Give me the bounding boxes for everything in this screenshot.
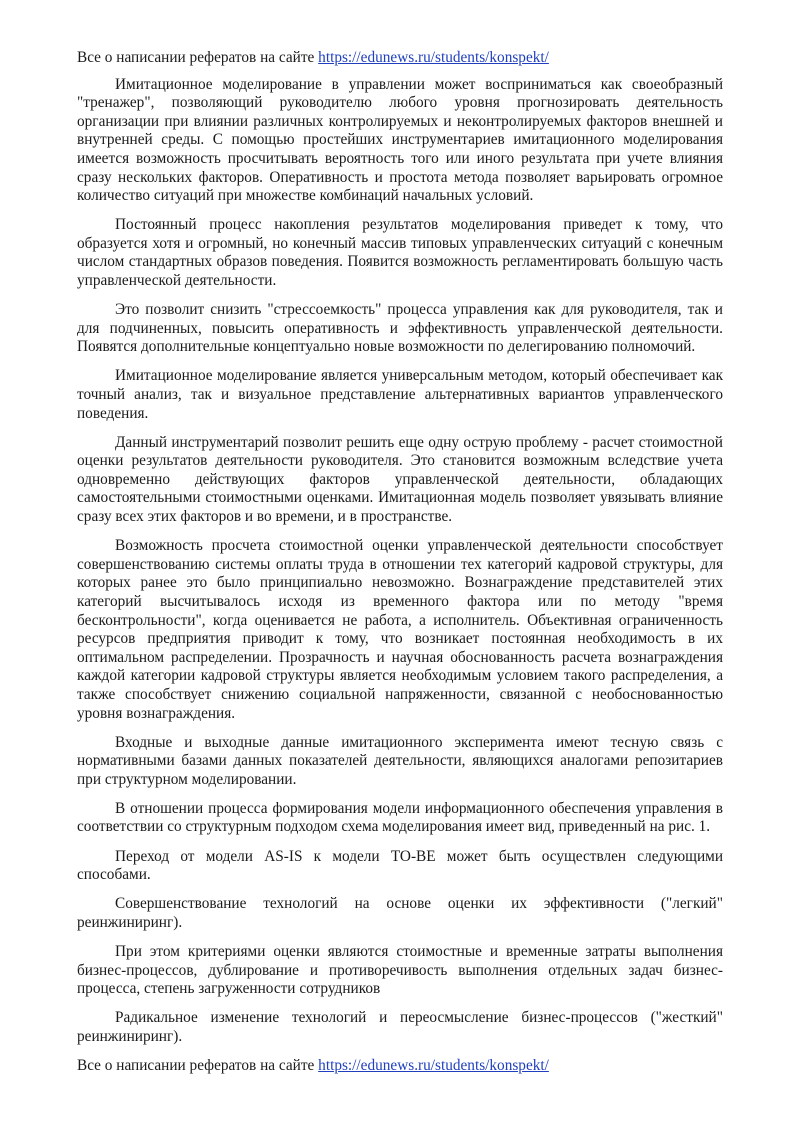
paragraph: Данный инструментарий позволит решить еще одну острую проблему - расчет стоимостной оценки результатов деятельности руководителя. Это становится возможным вследствие учета одновременно действующих факторов управленческой деятельности, обладающих самостоятельными стоимостными оценками. Имитационная модель позволяет увязывать влияние сразу всех этих факторов и во времени, и в пространстве. <box>77 433 723 526</box>
page-header <box>77 49 723 68</box>
paragraph: Это позволит снизить "стрессоемкость" процесса управления как для руководителя, так и для подчиненных, повысить оперативность и эффективность управленческой деятельности. Появятся дополнительные концептуально новые возможности по делегированию полномочий. <box>77 301 723 356</box>
footer-link[interactable]: https://edunews.ru/students/konspekt/ <box>318 1056 549 1074</box>
page-footer <box>77 1057 723 1076</box>
paragraph: Имитационное моделирование является универсальным методом, который обеспечивает как точный анализ, так и визуальное представление альтернативных вариантов управленческого поведения. <box>77 367 723 422</box>
paragraph: Совершенствование технологий на основе оценки их эффективности ("легкий" реинжиниринг). <box>77 895 723 931</box>
paragraph: Переход от модели AS-IS к модели TO-BE может быть осуществлен следующими способами. <box>77 847 723 884</box>
paragraph: Возможность просчета стоимостной оценки управленческой деятельности способствует совершенствованию системы оплаты труда в отношении тех категорий кадровой структуры, для которых ранее это было принципиально невозможно. Вознаграждение представителей этих категорий высчитывалось исходя из временного фактора или по методу "время бесконтрольности", когда оценивается не работа, а исполнитель. Объективная ограниченность ресурсов предприятия приводит к тому, что возникает постоянная необходимость в их оптимальном распределении. Прозрачность и научная обоснованность расчета вознаграждения каждой категории кадровой структуры является необходимым условием такого распределения, а также способствует снижению социальной напряженности, связанной с необоснованностью уровня вознаграждения. <box>77 537 723 722</box>
paragraph: Входные и выходные данные имитационного эксперимента имеют тесную связь с нормативными базами данных показателей деятельности, являющихся аналогами репозитариев при структурном моделировании. <box>77 733 723 788</box>
footer-text: Все о написании рефератов на сайте <box>77 1056 319 1074</box>
paragraph: В отношении процесса формирования модели информационного обеспечения управления в соответствии со структурным подходом схема моделирования имеет вид, приведенный на рис. 1. <box>77 799 723 836</box>
paragraph: При этом критериями оценки являются стоимостные и временные затраты выполнения бизнес-процессов, дублирование и противоречивость выполнения отдельных задач бизнес-процесса, степень загруженности сотрудников <box>77 942 723 998</box>
paragraph: Радикальное изменение технологий и переосмысление бизнес-процессов ("жесткий" реинжиниринг). <box>77 1009 723 1045</box>
paragraph: Имитационное моделирование в управлении может восприниматься как своеобразный "тренажер", позволяющий руководителю любого уровня прогнозировать деятельность организации при влиянии различных контролируемых и неконтролируемых факторов внешней и внутренней среды. С помощью простейших инструментариев имитационного моделирования имеется возможность просчитывать вероятность того или иного результата при учете влияния сразу нескольких факторов. Оперативность и простота метода позволяет варьировать огромное количество ситуаций при множестве комбинаций начальных условий. <box>77 75 723 205</box>
header-link[interactable]: https://edunews.ru/students/konspekt/ <box>318 49 549 66</box>
paragraph: Постоянный процесс накопления результатов моделирования приведет к тому, что образуется хотя и огромный, но конечный массив типовых управленческих ситуаций с конечным числом стандартных образов поведения. Появится возможность регламентировать большую часть управленческой деятельности. <box>77 216 723 290</box>
header-text: Все о написании рефератов на сайте <box>77 49 319 66</box>
